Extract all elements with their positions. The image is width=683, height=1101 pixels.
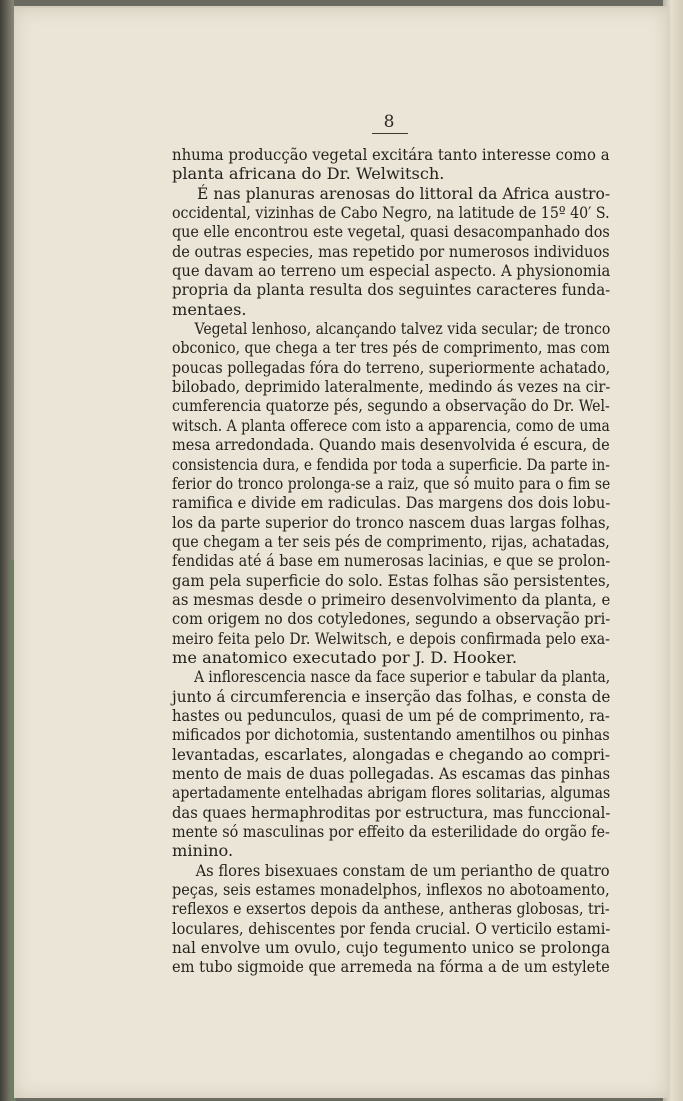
text-line: junto á circumferencia e inserção das folhas, e consta de: [172, 686, 611, 706]
text-line: loculares, dehiscentes por fenda crucial. O verticilo estami-: [172, 918, 611, 938]
text-line: com origem no dos cotyledones, segundo a observação pri-: [172, 609, 611, 629]
text-line: É nas planuras arenosas do littoral da Africa austro-: [197, 183, 611, 203]
text-line: nhuma producção vegetal excitára tanto interesse como a: [172, 145, 610, 164]
text-line: mentaes.: [172, 299, 247, 319]
text-line: poucas pollegadas fóra do terreno, superiormente achatado,: [172, 357, 611, 377]
text-line: mento de mais de duas pollegadas. As escamas das pinhas: [172, 764, 611, 783]
text-line: occidental, vizinhas de Cabo Negro, na latitude de 15º 40′ S.: [172, 203, 610, 223]
text-line: as mesmas desde o primeiro desenvolvimento da planta, e: [172, 589, 611, 609]
text-line: witsch. A planta offerece com isto a apparencia, como de uma: [172, 415, 610, 435]
text-line: apertadamente entelhadas abrigam flores solitarias, algumas: [172, 783, 611, 803]
text-line: meiro feita pelo Dr. Welwitsch, e depois confirmada pelo exa-: [172, 628, 610, 648]
page-number: 8: [383, 112, 395, 132]
text-line: obconico, que chega a ter tres pés de comprimento, mas com: [172, 338, 610, 358]
text-line: nal envolve um ovulo, cujo tegumento unico se prolonga: [172, 938, 611, 958]
text-line: fendidas até á base em numerosas lacinias, e que se prolon-: [172, 551, 611, 571]
text-line: planta africana do Dr. Welwitsch.: [172, 164, 445, 184]
text-line: gam pela superficie do solo. Estas folhas são persistentes,: [172, 570, 611, 590]
text-line: que elle encontrou este vegetal, quasi desacompanhado dos: [172, 222, 610, 242]
text-line: mente só masculinas por effeito da esterilidade do orgão fe-: [172, 822, 610, 842]
text-line: que davam ao terreno um especial aspecto. A physionomia: [172, 261, 611, 281]
text-line: propria da planta resulta dos seguintes caracteres funda-: [172, 280, 611, 300]
body-text: [172, 145, 610, 977]
page-number-rule: [372, 133, 408, 134]
text-line: das quaes hermaphroditas por estructura, mas funccional-: [172, 802, 611, 822]
text-line: cumferencia quatorze pés, segundo a observação do Dr. Wel-: [172, 396, 610, 416]
text-line: ramifica e divide em radiculas. Das margens dos dois lobu-: [172, 493, 611, 513]
text-line: hastes ou pedunculos, quasi de um pé de comprimento, ra-: [172, 705, 610, 725]
text-line: em tubo sigmoide que arremeda na fórma a de um estylete: [172, 957, 610, 977]
text-line: bilobado, deprimido lateralmente, medindo ás vezes na cir-: [172, 377, 611, 397]
text-line: Vegetal lenhoso, alcançando talvez vida secular; de tronco: [194, 319, 611, 339]
text-line: de outras especies, mas repetido por numerosos individuos: [172, 241, 610, 261]
text-line: ferior do tronco prolonga-se a raiz, que só muito para o fim se: [172, 473, 611, 493]
text-line: minino.: [172, 841, 234, 861]
text-line: As flores bisexuaes constam de um periantho de quatro: [195, 860, 610, 880]
text-line: que chegam a ter seis pés de comprimento, rijas, achatadas,: [172, 531, 610, 551]
text-line: consistencia dura, e fendida por toda a superficie. Da parte in-: [172, 454, 610, 474]
text-line: mificados por dichotomia, sustentando amentilhos ou pinhas: [172, 725, 610, 745]
text-line: mesa arredondada. Quando mais desenvolvida é escura, de: [172, 435, 610, 455]
text-line: peças, seis estames monadelphos, inflexos no abotoamento,: [172, 880, 610, 900]
text-line: reflexos e exsertos depois da anthese, antheras globosas, tri-: [172, 899, 610, 919]
text-line: A inflorescencia nasce da face superior e tabular da planta,: [194, 667, 611, 687]
text-line: levantadas, escarlates, alongadas e chegando ao compri-: [172, 744, 611, 764]
text-line: los da parte superior do tronco nascem duas largas folhas,: [172, 512, 611, 532]
text-line: me anatomico executado por J. D. Hooker.: [172, 647, 518, 667]
